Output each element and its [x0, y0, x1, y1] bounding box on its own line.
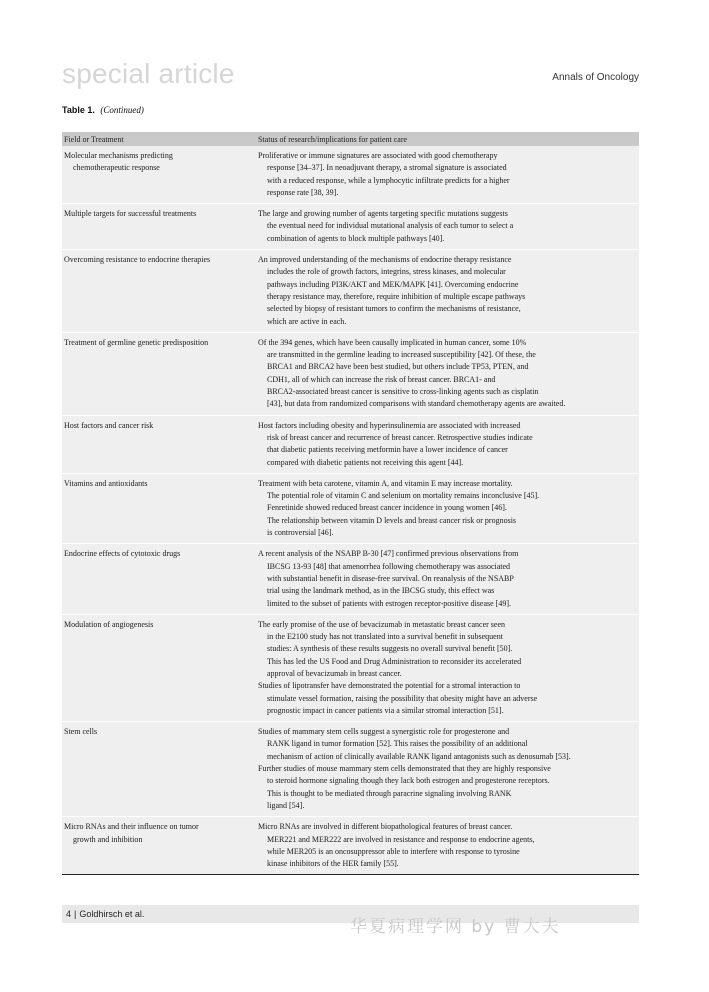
status-text: stimulate vessel formation, raising the possibility that obesity might have an adverse	[267, 693, 538, 703]
status-cell	[258, 420, 639, 469]
footer-authors: Goldhirsch et al.	[79, 909, 145, 919]
status-cell	[258, 208, 639, 245]
status-text: includes the role of growth factors, integrins, stress kinases, and molecular	[267, 267, 506, 277]
status-cell	[258, 478, 639, 539]
table-row	[62, 146, 639, 203]
field-cell	[62, 150, 258, 199]
field-text: Stem cells	[64, 727, 98, 737]
status-cell	[258, 548, 639, 609]
field-cell	[62, 726, 258, 812]
status-text: therapy resistance may, therefore, require inhibition of multiple escape pathways	[267, 291, 526, 301]
status-text: An improved understanding of the mechanisms of endocrine therapy resistance	[258, 255, 512, 265]
status-text: The large and growing number of agents targeting specific mutations suggests	[258, 209, 508, 219]
field-text: Vitamins and antioxidants	[64, 478, 148, 488]
status-text: risk of breast cancer and recurrence of breast cancer. Retrospective studies indicate	[267, 432, 533, 442]
status-text: BRCA2-associated breast cancer is sensitive to cross-linking agents such as cisplatin	[267, 387, 539, 397]
field-cell	[62, 420, 258, 469]
status-text: selected by biopsy of resistant tumors to confirm the mechanisms of resistance,	[267, 304, 521, 314]
status-cell	[258, 254, 639, 328]
status-text: The relationship between vitamin D levels and breast cancer risk or prognosis	[267, 515, 517, 525]
section-label: special article	[62, 58, 235, 89]
status-text: Micro RNAs are involved in different biopathological features of breast cancer.	[258, 822, 513, 832]
table-row	[62, 816, 639, 874]
field-cell	[62, 254, 258, 328]
status-text: Of the 394 genes, which have been causally implicated in human cancer, some 10%	[258, 337, 527, 347]
table-row	[62, 203, 639, 249]
status-text: CDH1, all of which can increase the risk of breast cancer. BRCA1- and	[267, 374, 496, 384]
status-text: [43], but data from randomized comparisons with standard chemotherapy agents are awaited.	[267, 399, 566, 409]
status-text: while MER205 is an oncosuppressor able to interfere with response to tyrosine	[267, 846, 520, 856]
status-text: Host factors including obesity and hyperinsulinemia are associated with increased	[258, 420, 521, 430]
table-row	[62, 473, 639, 543]
status-text: is controversial [46].	[267, 528, 334, 538]
status-text: response rate [38, 39].	[267, 187, 339, 197]
status-cell	[258, 150, 639, 199]
field-cell	[62, 619, 258, 717]
status-text: Treatment with beta carotene, vitamin A, and vitamin E may increase mortality.	[258, 478, 513, 488]
table-caption-note: (Continued)	[100, 105, 144, 115]
status-text: with a reduced response, while a lymphocytic infiltrate predicts for a higher	[267, 175, 510, 185]
field-text: Treatment of germline genetic predisposition	[64, 337, 209, 347]
field-text: Modulation of angiogenesis	[64, 619, 154, 629]
field-cell	[62, 208, 258, 245]
footer-separator: |	[74, 909, 77, 919]
status-text: This has led the US Food and Drug Administration to reconsider its accelerated	[267, 656, 522, 666]
column-header-field: Field or Treatment	[64, 134, 124, 144]
watermark: 华夏病理学网 by 曹大夫	[350, 917, 561, 937]
field-cell	[62, 821, 258, 870]
status-text: Further studies of mouse mammary stem cells demonstrated that they are highly responsive	[258, 764, 551, 774]
table-row	[62, 543, 639, 613]
table-header-row	[62, 132, 639, 146]
status-text: trial using the landmark method, as in the IBCSG study, this effect was	[267, 586, 495, 596]
status-text: The potential role of vitamin C and selenium on mortality remains inconclusive [45].	[267, 491, 540, 501]
status-text: which are active in each.	[267, 316, 347, 326]
field-text: Overcoming resistance to endocrine therapies	[64, 255, 211, 265]
table-row	[62, 332, 639, 415]
status-text: that diabetic patients receiving metformin have a lower incidence of cancer	[267, 445, 508, 455]
status-text: with substantial benefit in disease-free survival. On reanalysis of the NSABP	[267, 573, 514, 583]
status-text: approval of bevacizumab in breast cancer.	[267, 668, 402, 678]
status-text: combination of agents to block multiple pathways [40].	[267, 233, 445, 243]
status-text: The early promise of the use of bevacizumab in metastatic breast cancer seen	[258, 619, 505, 629]
status-cell	[258, 619, 639, 717]
status-text: RANK ligand in tumor formation [52]. This raises the possibility of an additional	[267, 739, 528, 749]
status-text: Fenretinide showed reduced breast cancer incidence in young women [46].	[267, 503, 507, 513]
status-text: BRCA1 and BRCA2 have been best studied, but others include TP53, PTEN, and	[267, 362, 529, 372]
status-text: pathways including PI3K/AKT and MEK/MAPK [41]. Overcoming endocrine	[267, 279, 519, 289]
field-cell	[62, 478, 258, 539]
status-cell	[258, 337, 639, 411]
field-cell	[62, 548, 258, 609]
status-text: Proliferative or immune signatures are associated with good chemotherapy	[258, 151, 498, 160]
table-body	[62, 146, 639, 874]
status-text: MER221 and MER222 are involved in resistance and response to endocrine agents,	[267, 834, 535, 844]
page-number: 4	[66, 909, 72, 919]
page-footer	[66, 909, 144, 919]
table-caption	[62, 105, 144, 115]
status-text: ligand [54].	[267, 800, 305, 810]
data-table	[62, 132, 639, 875]
field-text: growth and inhibition	[73, 834, 143, 844]
field-text: Multiple targets for successful treatments	[64, 209, 197, 219]
status-cell	[258, 726, 639, 812]
field-text: Host factors and cancer risk	[64, 420, 154, 430]
field-text: Endocrine effects of cytotoxic drugs	[64, 549, 181, 559]
status-text: prognostic impact in cancer patients via a similar stromal interaction [51].	[267, 705, 504, 715]
status-text: studies: A synthesis of these results suggests no overall survival benefit [50].	[267, 644, 513, 654]
status-text: in the E2100 study has not translated into a survival benefit in subsequent	[267, 632, 503, 642]
field-cell	[62, 337, 258, 411]
field-text: chemotherapeutic response	[73, 163, 160, 173]
status-text: mechanism of action of clinically available RANK ligand antagonists such as denosumab [53].	[267, 751, 571, 761]
field-text: Molecular mechanisms predicting	[64, 151, 173, 160]
status-text: IBCSG 13-93 [48] that amenorrhea following chemotherapy was associated	[267, 561, 511, 571]
status-text: are transmitted in the germline leading to increased susceptibility [42]. Of these, the	[267, 350, 536, 360]
status-cell	[258, 821, 639, 870]
table-row	[62, 721, 639, 816]
status-text: Studies of lipotransfer have demonstrated the potential for a stromal interaction to	[258, 681, 521, 691]
status-text: kinase inhibitors of the HER family [55].	[267, 859, 399, 869]
status-text: response [34–37]. In neoadjuvant therapy, a stromal signature is associated	[267, 163, 507, 173]
status-text: the eventual need for individual mutational analysis of each tumor to select a	[267, 221, 514, 231]
status-text: This is thought to be mediated through paracrine signaling involving RANK	[267, 788, 512, 798]
status-text: A recent analysis of the NSABP B-30 [47] confirmed previous observations from	[258, 549, 519, 559]
status-text: limited to the subset of patients with estrogen receptor-positive disease [49].	[267, 598, 511, 608]
table-row	[62, 614, 639, 721]
field-text: Micro RNAs and their influence on tumor	[64, 822, 199, 832]
table-caption-title: Table 1.	[62, 105, 95, 115]
status-text: Studies of mammary stem cells suggest a synergistic role for progesterone and	[258, 727, 510, 737]
status-text: compared with diabetic patients not receiving this agent [44].	[267, 457, 464, 467]
column-header-status: Status of research/implications for patient care	[258, 134, 408, 144]
status-text: to steroid hormone signaling though they lack both estrogen and progesterone receptors.	[267, 776, 550, 786]
table-row	[62, 249, 639, 332]
journal-name: Annals of Oncology	[552, 72, 639, 83]
table-row	[62, 415, 639, 473]
